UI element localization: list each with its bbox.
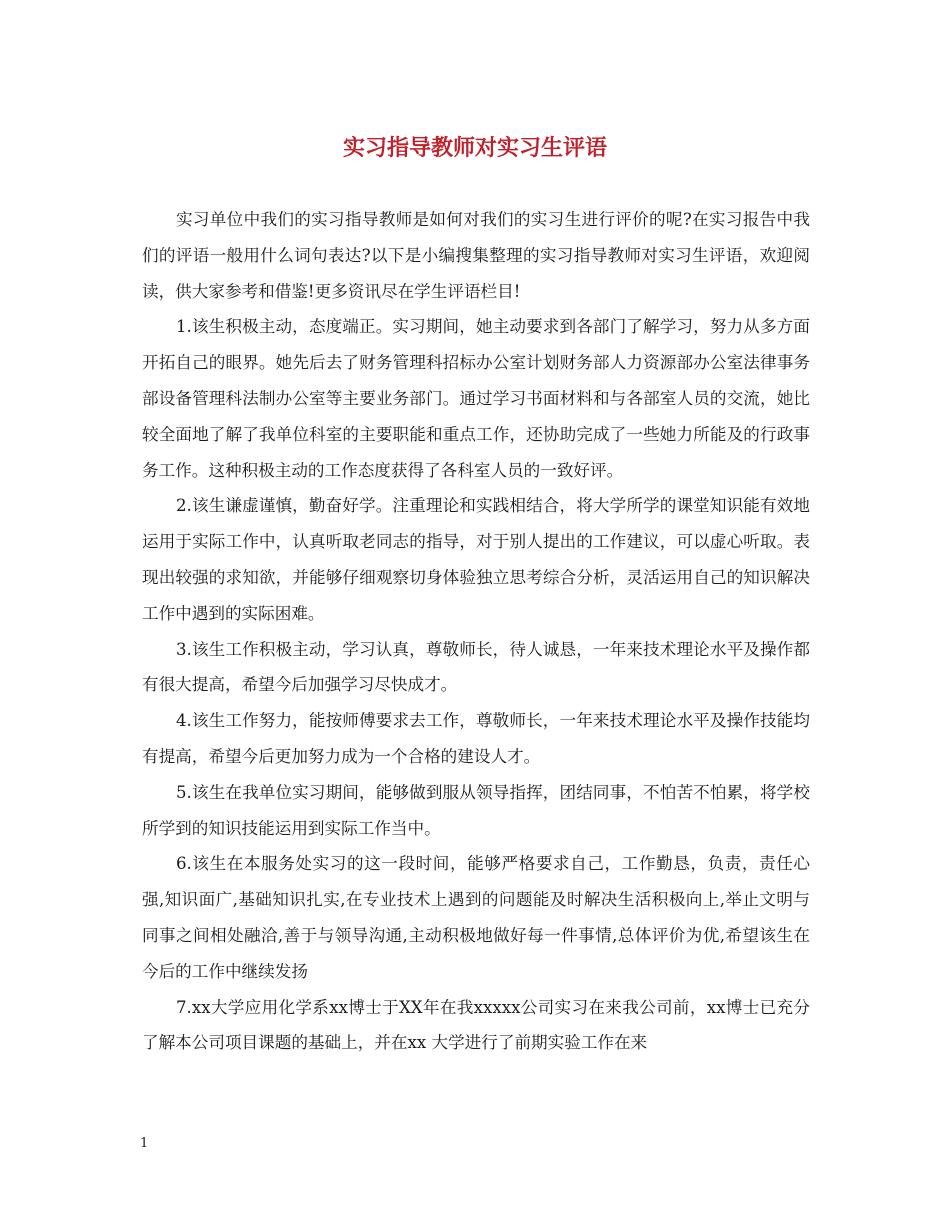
comment-paragraph-5: 5.该生在我单位实习期间，能够做到服从领导指挥，团结同事，不怕苦不怕累，将学校所学到的知识技能运用到实际工作当中。 <box>142 782 810 838</box>
comment-paragraph-6: 6.该生在本服务处实习的这一段时间，能够严格要求自己，工作勤恳，负责，责任心强,知识面广,基础知识扎实,在专业技术上遇到的问题能及时解决生活积极向上,举止文明与同事之间相处融洽,善于与领导沟通,主动积极地做好每一件事情,总体评价为优,希望该生在今后的工作中继续发扬 <box>142 854 810 981</box>
page-number: 1 <box>140 1136 149 1151</box>
intro-paragraph: 实习单位中我们的实习指导教师是如何对我们的实习生进行评价的呢?在实习报告中我们的评语一般用什么词句表达?以下是小编搜集整理的实习指导教师对实习生评语，欢迎阅读，供大家参考和借鉴!更多资讯尽在学生评语栏目! <box>142 210 810 301</box>
comment-paragraph-1: 1.该生积极主动，态度端正。实习期间，她主动要求到各部门了解学习，努力从多方面开拓自己的眼界。她先后去了财务管理科招标办公室计划财务部人力资源部办公室法律事务部设备管理科法制办公室等主要业务部门。通过学习书面材料和与各部室人员的交流，她比较全面地了解了我单位科室的主要职能和重点工作，还协助完成了一些她力所能及的行政事务工作。这种积极主动的工作态度获得了各科室人员的一致好评。 <box>142 317 810 480</box>
document-title: 实习指导教师对实习生评语 <box>342 135 607 161</box>
comment-paragraph-7: 7.xx大学应用化学系xx博士于XX年在我xxxxx公司实习在来我公司前，xx博士已充分了解本公司项目课题的基础上，并在xx 大学进行了前期实验工作在来 <box>142 997 810 1053</box>
comment-paragraph-2: 2.该生谦虚谨慎，勤奋好学。注重理论和实践相结合，将大学所学的课堂知识能有效地运用于实际工作中，认真听取老同志的指导，对于别人提出的工作建议，可以虚心听取。表现出较强的求知欲，并能够仔细观察切身体验独立思考综合分析，灵活运用自己的知识解决工作中遇到的实际困难。 <box>142 496 810 623</box>
document-body <box>142 202 810 1061</box>
comment-paragraph-4: 4.该生工作努力，能按师傅要求去工作，尊敬师长，一年来技术理论水平及操作技能均有提高，希望今后更加努力成为一个合格的建设人才。 <box>142 711 810 766</box>
comment-paragraph-3: 3.该生工作积极主动，学习认真，尊敬师长，待人诚恳，一年来技术理论水平及操作都有很大提高，希望今后加强学习尽快成才。 <box>142 639 810 695</box>
